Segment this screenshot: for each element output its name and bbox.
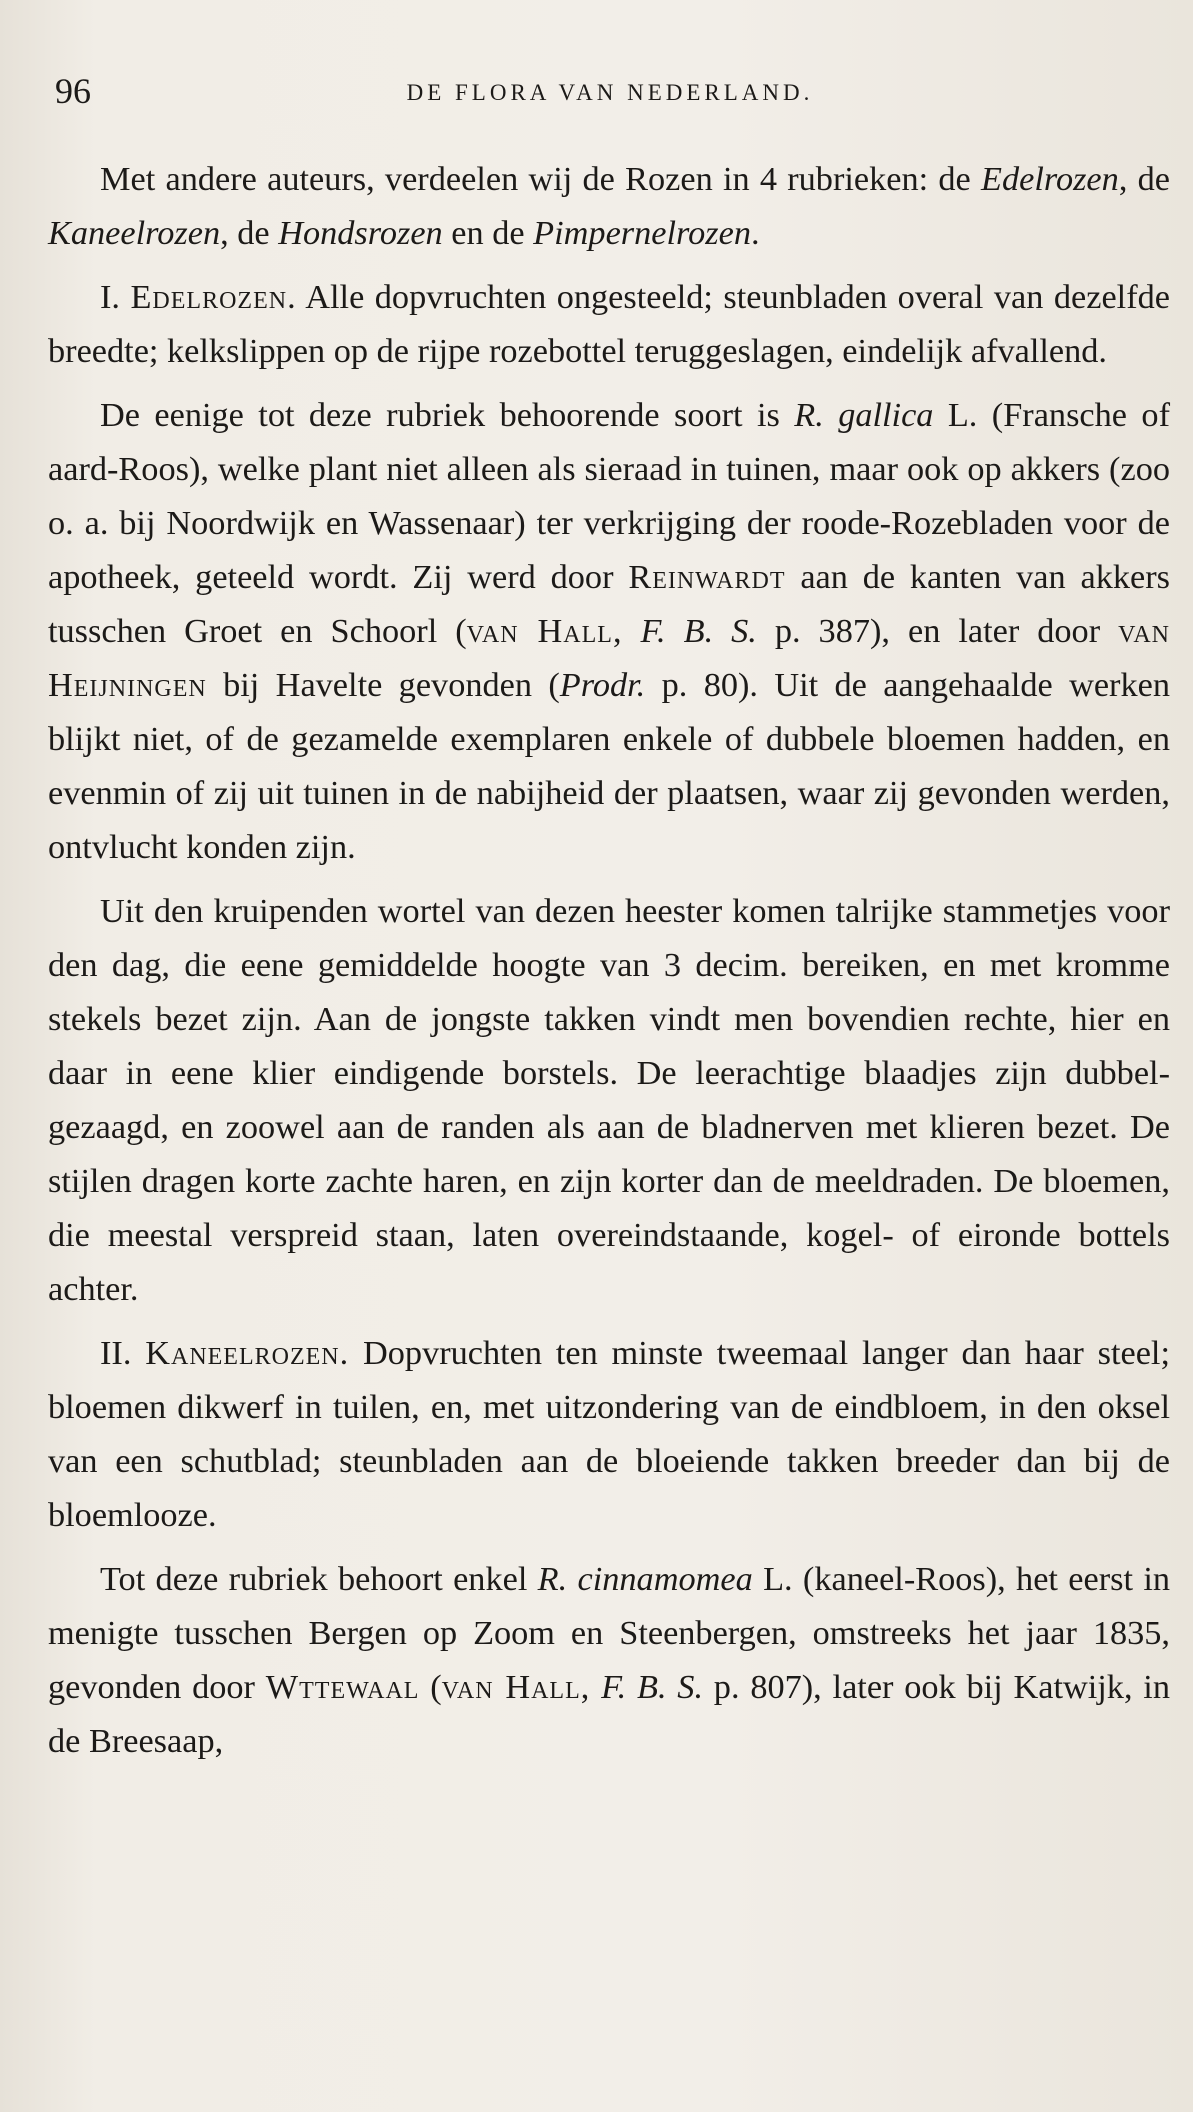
page-header [55,70,1165,120]
citation-title: F. B. S. [640,612,757,650]
paragraph-kaneelrozen [48,1326,1170,1542]
text-run: aan de kanten van akkers tusschen Groet en Schoorl ( [48,558,1170,650]
text-run: p. 387), en later door [756,612,1119,650]
citation-title: Prodr. [559,666,646,704]
text-run [590,1668,601,1706]
text-run: Met andere auteurs, verdeelen wij de Rozen in 4 rubrieken: de [100,160,982,198]
text-run: ( [419,1668,442,1706]
body-text [48,152,1170,1768]
text-run: bij Havelte gevonden ( [206,666,560,704]
text-run: , de [1118,160,1170,198]
author-name: van Heijningen [48,612,1171,704]
text-run: , de [220,214,279,252]
italic-term: Pimpernelrozen [533,214,751,252]
running-head: DE FLORA VAN NEDERLAND. [406,80,814,105]
text-run: Alle dopvruchten ongesteeld; steunbladen overal van dezelfde breedte; kelkslippen op de rijpe rozebottel teruggeslagen, eindelijk afvallend. [48,278,1170,370]
citation-title: F. B. S. [601,1668,704,1706]
paragraph-edelrozen [48,270,1170,378]
text-run: p. 80). Uit de aangehaalde werken blijkt niet, of de gezamelde exemplaren enkele of dubbele bloemen hadden, en evenmin of zij uit tuinen in de nabijheid der plaatsen, waar zij gevonden werden, ontvlucht konden zijn. [48,666,1171,866]
text-run: L. (kaneel-Roos), het eerst in menigte tusschen Bergen op Zoom en Steenbergen, omstreeks het jaar 1835, gevonden door [48,1560,1170,1706]
species-name: R. gallica [794,396,934,434]
author-name: Reinwardt [628,558,786,596]
italic-term: Edelrozen [981,160,1119,198]
author-name: van Hall, [441,1668,591,1706]
paragraph-rubrics [48,152,1170,260]
text-run: Tot deze rubriek behoort enkel [100,1560,538,1598]
text-run: en de [442,214,534,252]
section-numeral: II. [100,1334,146,1372]
author-name: van Hall, [466,612,623,650]
author-name: Wttewaal [265,1668,420,1706]
text-run: Uit den kruipenden wortel van dezen heester komen talrijke stammetjes voor den dag, die eene gemiddelde hoogte van 3 decim. bereiken, en met kromme stekels bezet zijn. Aan de jongste takken vindt men bovendien rechte, hier en daar in eene klier eindigende borstels. De leerachtige blaadjes zijn dubbel-gezaagd, en zoowel aan de randen als aan de bladnerven met klieren bezet. De stijlen dragen korte zachte haren, en zijn korter dan de meeldraden. De bloemen, die meestal verspreid staan, laten overeindstaande, kogel- of eironde bottels achter. [48,892,1170,1308]
text-run: Dopvruchten ten minste tweemaal langer dan haar steel; bloemen dikwerf in tuilen, en, met uitzondering van de eindbloem, in den oksel van een schutblad; steunbladen aan de bloeiende takken breeder dan bij de bloemlooze. [48,1334,1170,1534]
text-run: . [750,214,760,252]
section-heading: Kaneelrozen. [145,1334,350,1372]
page-number: 96 [55,71,91,111]
paragraph-gallica [48,388,1170,874]
paragraph-cinnamomea [48,1552,1170,1768]
italic-term: Hondsrozen [278,214,443,252]
species-name: R. cinnamomea [537,1560,753,1598]
section-numeral: I. [100,278,131,316]
text-run [623,612,641,650]
paragraph-description [48,884,1170,1316]
italic-term: Kaneelrozen [48,214,221,252]
text-run: L. (Fransche of aard-Roos), welke plant niet alleen als sieraad in tuinen, maar ook op akkers (zoo o. a. bij Noordwijk en Wassenaar) ter verkrijging der roode-Rozebladen voor de apotheek, geteeld wordt. Zij werd door [48,396,1170,596]
section-heading: Edelrozen. [130,278,297,316]
text-run: De eenige tot deze rubriek behoorende soort is [100,396,795,434]
text-run: p. 807), later ook bij Katwijk, in de Breesaap, [48,1668,1170,1760]
